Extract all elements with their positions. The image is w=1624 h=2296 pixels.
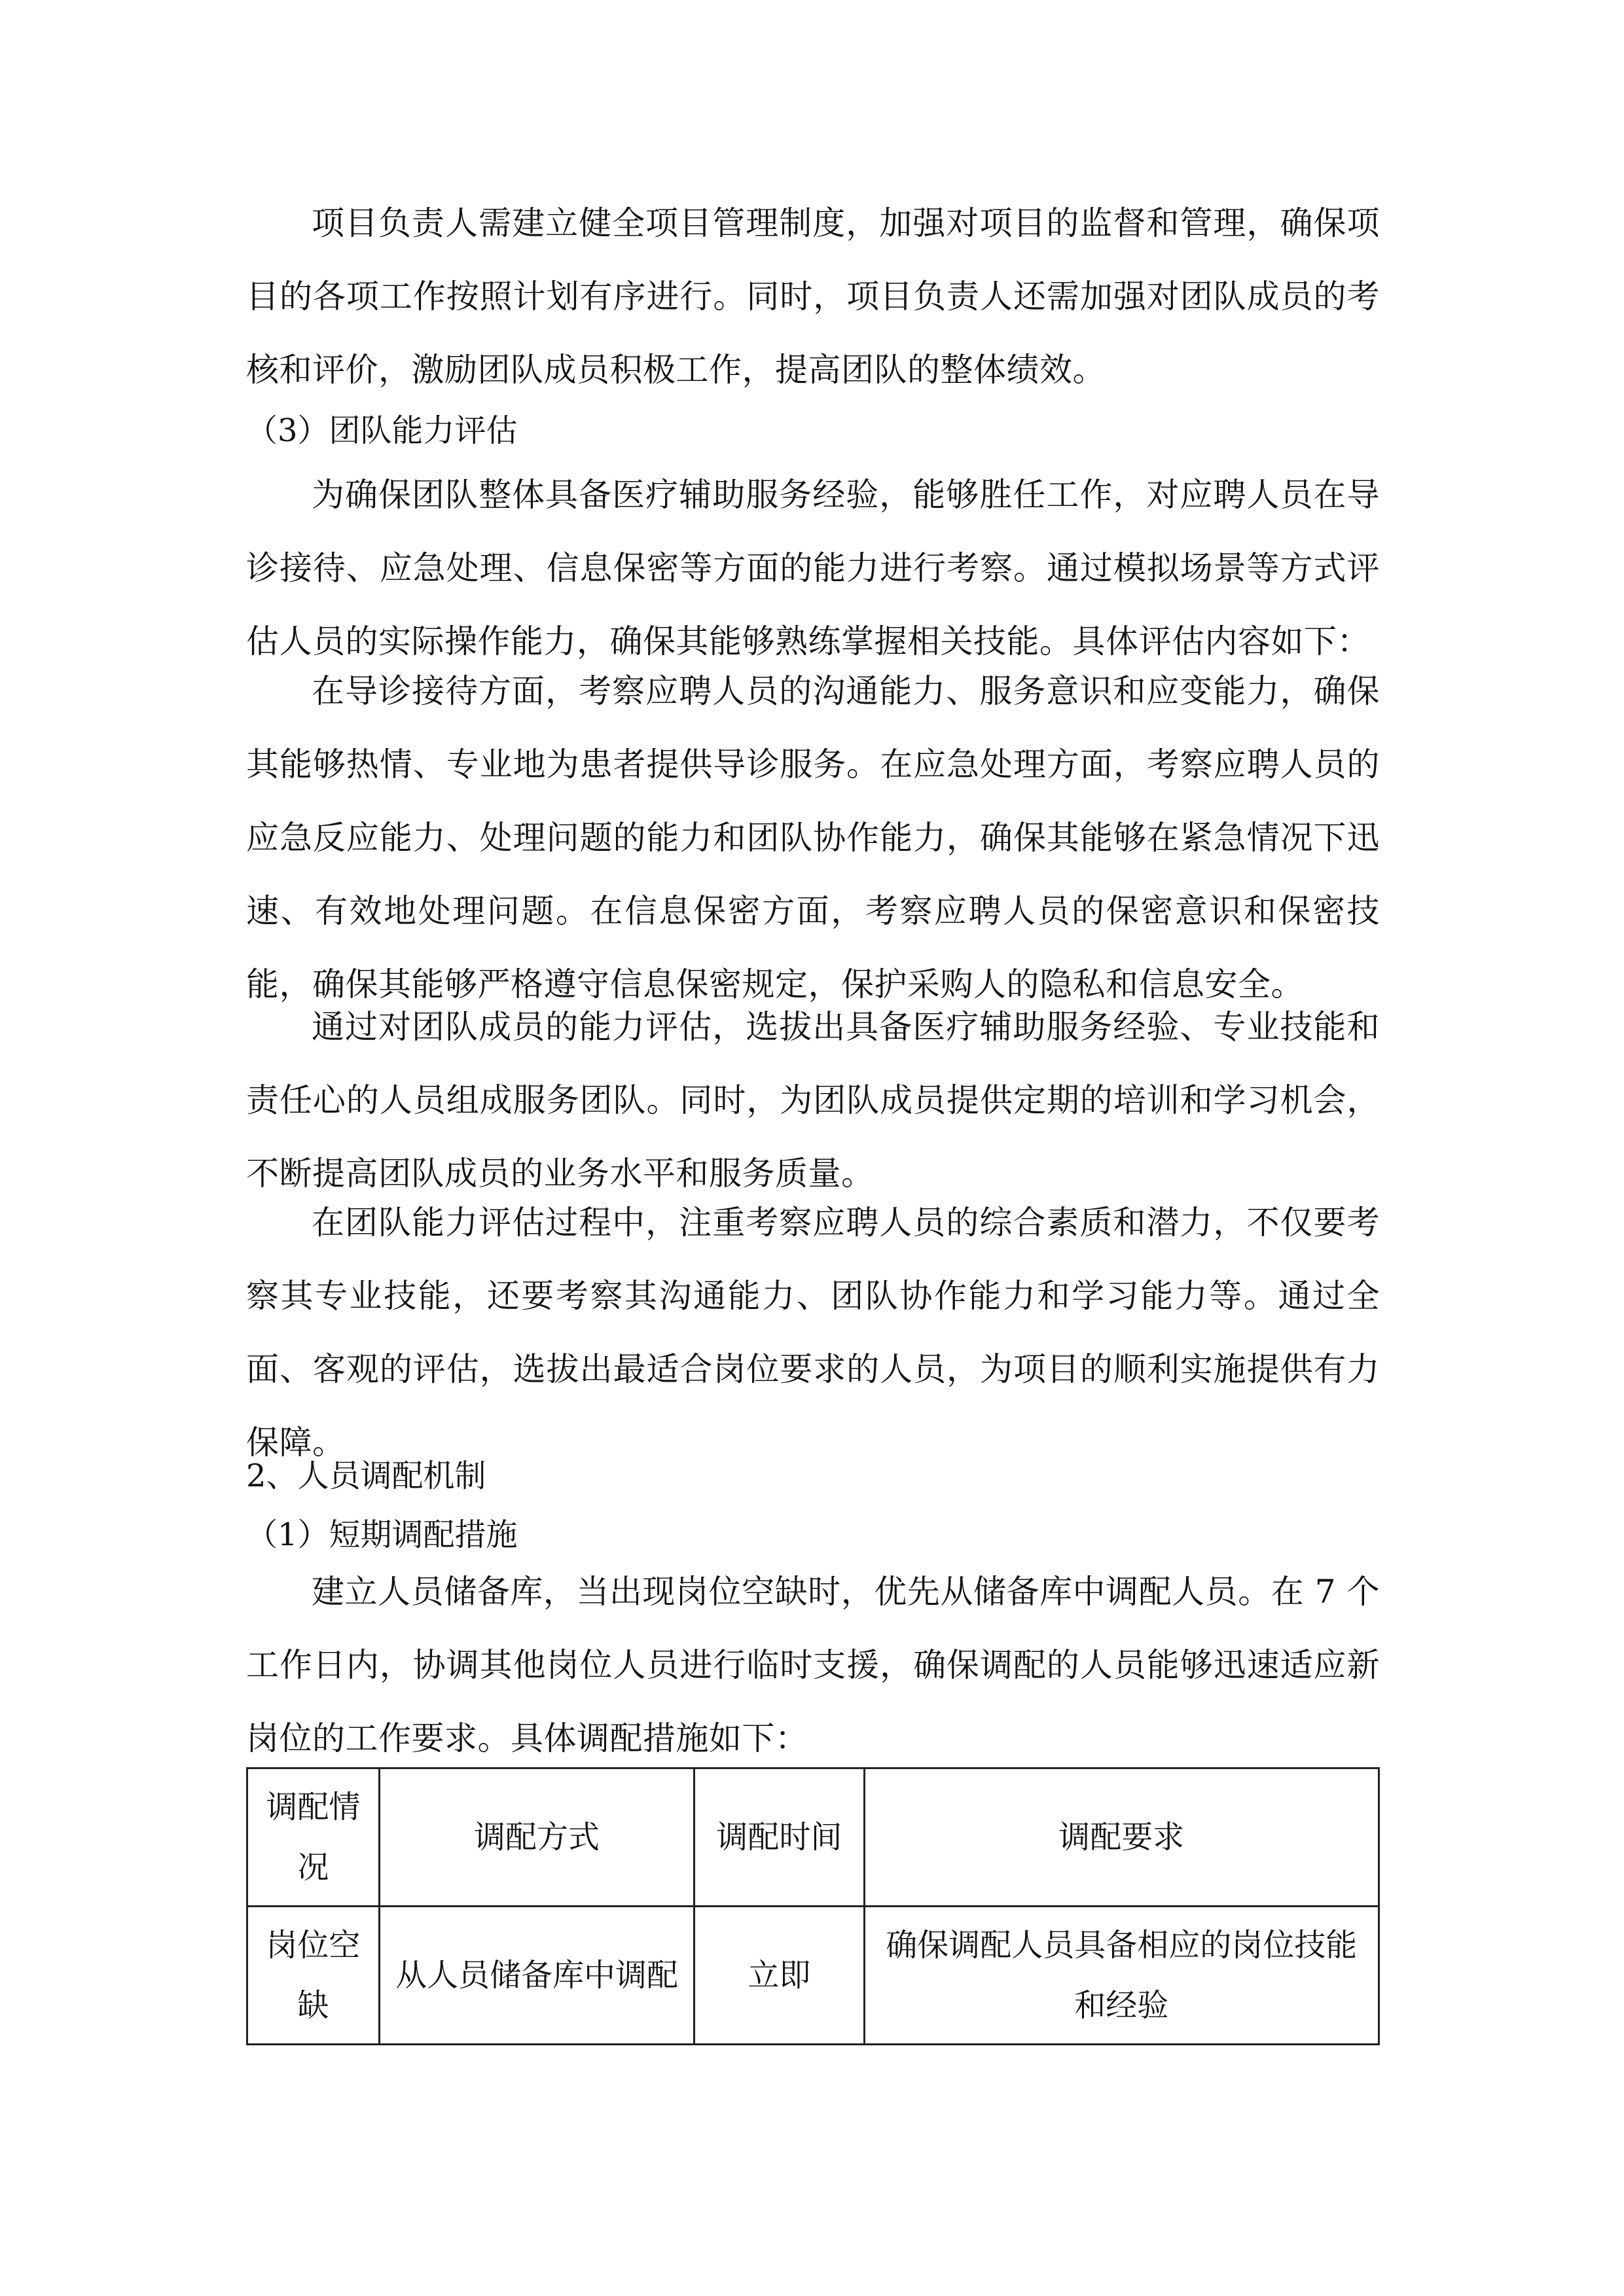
table-cell: 岗位空缺 <box>247 1907 380 2045</box>
paragraph-evaluation-details: 在导诊接待方面，考察应聘人员的沟通能力、服务意识和应变能力，确保其能够热情、专业地为患者提供导诊服务。在应急处理方面，考察应聘人员的应急反应能力、处理问题的能力和团队协作能力，确保其能够在紧急情况下迅速、有效地处理问题。在信息保密方面，考察应聘人员的保密意识和保密技能，确保其能够严格遵守信息保密规定，保护采购人的隐私和信息安全。 <box>246 672 1380 1003</box>
table-header-cell: 调配方式 <box>379 1768 695 1907</box>
table-cell: 确保调配人员具备相应的岗位技能和经验 <box>864 1907 1379 2045</box>
paragraph-evaluation-intro: 为确保团队整体具备医疗辅助服务经验，能够胜任工作，对应聘人员在导诊接待、应急处理、信息保密等方面的能力进行考察。通过模拟场景等方式评估人员的实际操作能力，确保其能够熟练掌握相关技能。具体评估内容如下： <box>246 476 1380 660</box>
table-row <box>247 1907 1379 2045</box>
paragraph-project-management: 项目负责人需建立健全项目管理制度，加强对项目的监督和管理，确保项目的各项工作按照计划有序进行。同时，项目负责人还需加强对团队成员的考核和评价，激励团队成员积极工作，提高团队的整体绩效。 <box>246 204 1380 389</box>
paragraph-evaluation-focus: 在团队能力评估过程中，注重考察应聘人员的综合素质和潜力，不仅要考察其专业技能，还要考察其沟通能力、团队协作能力和学习能力等。通过全面、客观的评估，选拔出最适合岗位要求的人员，为项目的顺利实施提供有力保障。 <box>246 1204 1380 1462</box>
heading-team-capability-evaluation: （3）团队能力评估 <box>246 412 518 449</box>
heading-short-term-measures: （1）短期调配措施 <box>246 1516 518 1553</box>
table-header-cell: 调配情况 <box>247 1768 380 1907</box>
allocation-table <box>246 1767 1380 2045</box>
table-header-cell: 调配要求 <box>864 1768 1379 1907</box>
paragraph-reserve-pool: 建立人员储备库，当出现岗位空缺时，优先从储备库中调配人员。在 7 个工作日内，协调其他岗位人员进行临时支援，确保调配的人员能够迅速适应新岗位的工作要求。具体调配措施如下： <box>246 1573 1380 1757</box>
table-header-cell: 调配时间 <box>695 1768 864 1907</box>
heading-staff-allocation-mechanism: 2、人员调配机制 <box>246 1458 486 1494</box>
table-header-row <box>247 1768 1379 1907</box>
paragraph-selection: 通过对团队成员的能力评估，选拔出具备医疗辅助服务经验、专业技能和责任心的人员组成服务团队。同时，为团队成员提供定期的培训和学习机会，不断提高团队成员的业务水平和服务质量。 <box>246 1008 1380 1193</box>
table-cell: 从人员储备库中调配 <box>379 1907 695 2045</box>
table-cell: 立即 <box>695 1907 864 2045</box>
